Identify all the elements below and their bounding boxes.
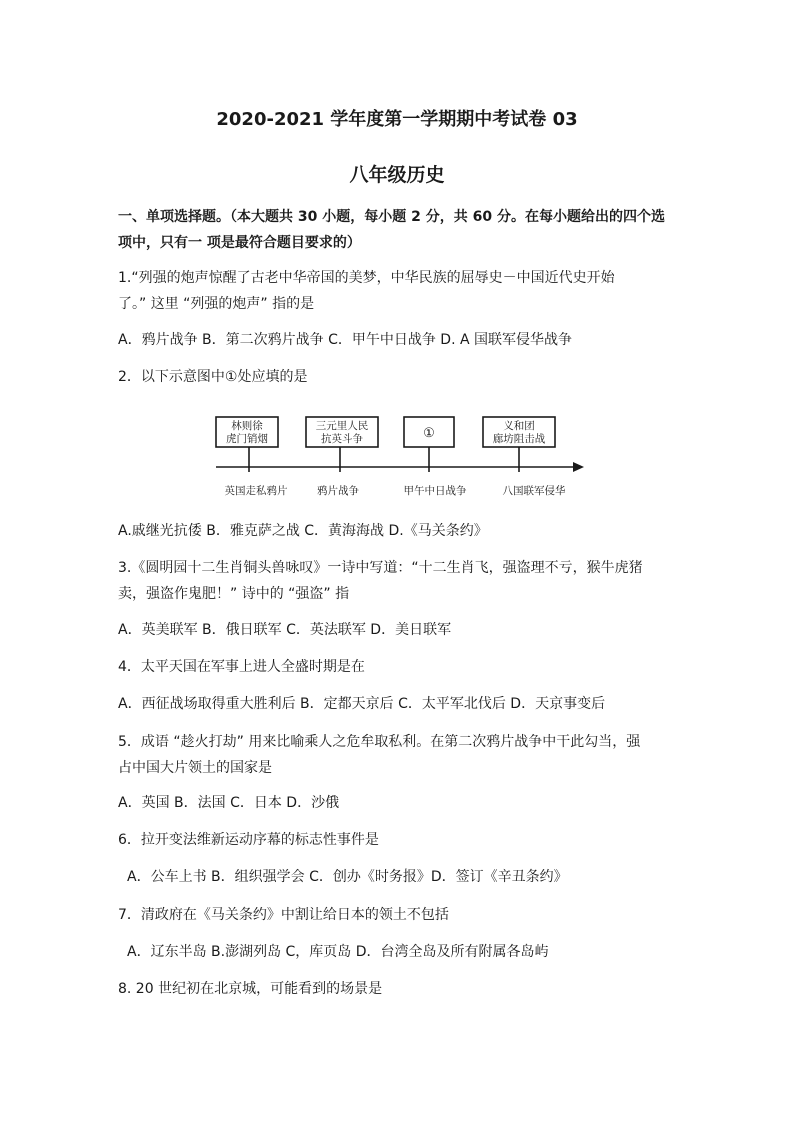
question-7-options: A．辽东半岛 B.澎湖列岛 C，库页岛 D．台湾全岛及所有附属各岛屿 — [127, 944, 549, 960]
timeline-box-1 — [216, 417, 278, 447]
timeline-box-2-line1: 三元里人民 — [315, 420, 369, 432]
question-1-options: A．鸦片战争 B．第二次鸦片战争 C．甲午中日战争 D. A 国联军侵华战争 — [118, 332, 573, 348]
timeline-box-3 — [404, 417, 454, 447]
section-heading-line2: 项中，只有一 项是最符合题目要求的） — [118, 235, 361, 251]
question-1-line2: 了。” 这里 “列强的炮声” 指的是 — [118, 296, 315, 312]
exam-subtitle: 八年级历史 — [349, 164, 445, 186]
timeline-label-4: 八国联军侵华 — [502, 485, 566, 497]
timeline-box-4 — [483, 417, 555, 447]
exam-title: 2020-2021 学年度第一学期期中考试卷 03 — [216, 109, 578, 130]
question-4-line1: 4．太平天国在军事上进人全盛时期是在 — [118, 659, 365, 675]
question-2-line1: 2．以下示意图中①处应填的是 — [118, 369, 308, 385]
timeline-diagram — [208, 410, 588, 502]
timeline-label-2: 鸦片战争 — [317, 485, 359, 497]
question-3-options: A．英美联军 B．俄日联军 C．英法联军 D．美日联军 — [118, 622, 452, 638]
timeline-box-1-line1: 林则徐 — [231, 420, 263, 432]
question-5-options: A．英国 B．法国 C．日本 D．沙俄 — [118, 795, 340, 811]
question-2-options: A.戚继光抗倭 B．雅克萨之战 C．黄海海战 D.《马关条约》 — [118, 523, 488, 539]
question-4-options: A．西征战场取得重大胜利后 B．定都天京后 C．太平军北伐后 D．天京事变后 — [118, 696, 606, 712]
timeline-label-3: 甲午中日战争 — [403, 485, 467, 497]
question-6-line1: 6．拉开变法维新运动序幕的标志性事件是 — [118, 832, 379, 848]
question-3-line2: 卖，强盗作鬼肥！” 诗中的 “强盗” 指 — [118, 586, 350, 602]
question-5-line1: 5．成语 “趁火打劫” 用来比喻乘人之危牟取私利。在第二次鸦片战争中干此勾当，强 — [118, 734, 641, 750]
timeline-box-1-line2: 虎门销烟 — [226, 433, 268, 445]
section-heading-line1: 一、单项选择题。（本大题共 30 小题，每小题 2 分，共 60 分。在每小题给出的四个选 — [118, 209, 665, 225]
timeline-label-1: 英国走私鸦片 — [224, 485, 288, 497]
timeline-arrow-icon — [573, 462, 584, 472]
question-5-line2: 占中国大片领土的国家是 — [118, 760, 272, 776]
timeline-box-2 — [306, 417, 378, 447]
timeline-box-4-line2: 廊坊阻击战 — [492, 433, 546, 445]
timeline-box-2-line2: 抗英斗争 — [321, 433, 363, 445]
question-3-line1: 3.《圆明园十二生肖铜头兽咏叹》一诗中写道：“十二生肖飞，强盗理不亏，猴牛虎猪 — [118, 560, 643, 576]
question-6-options: A．公车上书 B．组织强学会 C．创办《时务报》D．签订《辛丑条约》 — [127, 869, 568, 885]
question-7-line1: 7．清政府在《马关条约》中割让给日本的领土不包括 — [118, 907, 449, 923]
timeline-box-4-line1: 义和团 — [503, 420, 535, 432]
question-8-line1: 8. 20 世纪初在北京城，可能看到的场景是 — [118, 981, 383, 997]
timeline-box-3-label: ① — [423, 426, 435, 441]
question-1-line1: 1.“列强的炮声惊醒了古老中华帝国的美梦，中华民族的屈辱史－中国近代史开始 — [118, 270, 615, 286]
